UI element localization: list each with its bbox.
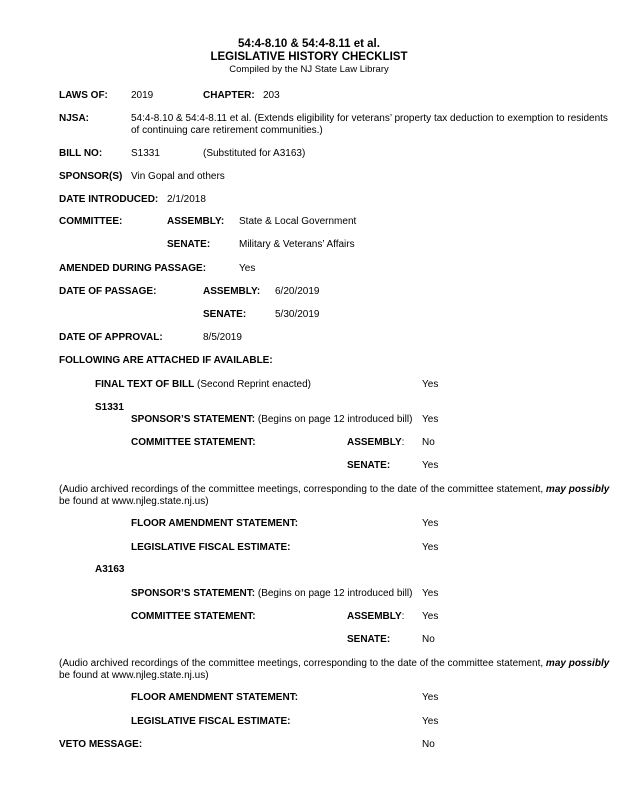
s1331-senate-label: SENATE: [347,460,391,471]
a3163-sponsor-note: (Begins on page 12 introduced bill) [257,588,413,599]
s1331-assembly-value: No [422,437,435,448]
passage-senate-value: 5/30/2019 [275,309,320,320]
s1331-sponsor-label: SPONSOR’S STATEMENT: [131,414,256,425]
amended-value: Yes [239,263,256,274]
njsa-value-line1: 54:4-8.10 & 54:4-8.11 et al. (Extends eligibility for veterans’ property tax deduction to exemption to residents [131,113,608,124]
a3163-senate-label: SENATE: [347,634,391,645]
audio-note-2-line2: be found at www.njleg.state.nj.us) [59,670,209,681]
s1331-sponsor-value: Yes [422,414,439,425]
compiled-by: Compiled by the NJ State Law Library [229,64,389,75]
s1331-floor-value: Yes [422,518,439,529]
date-of-passage-label: DATE OF PASSAGE: [59,286,157,297]
s1331-senate-value: Yes [422,460,439,471]
sponsors-label: SPONSOR(S) [59,171,123,182]
s1331-fiscal-label: LEGISLATIVE FISCAL ESTIMATE: [131,542,291,553]
passage-assembly-label: ASSEMBLY: [203,286,261,297]
audio-note-1-emphasis: may possibly [545,484,610,495]
a3163-assembly-value: Yes [422,611,439,622]
audio-note-1-line2: be found at www.njleg.state.nj.us) [59,496,209,507]
a3163-senate-value: No [422,634,435,645]
committee-assembly-label: ASSEMBLY: [167,216,225,227]
audio-note-2-emphasis: may possibly [545,658,610,669]
date-of-approval-label: DATE OF APPROVAL: [59,332,163,343]
bill-no-substituted: (Substituted for A3163) [203,148,306,159]
laws-of-label: LAWS OF: [59,90,108,101]
veto-value: No [422,739,435,750]
audio-note-1-text: (Audio archived recordings of the committee meetings, corresponding to the date of the committee statement, [59,484,544,495]
committee-senate-value: Military & Veterans’ Affairs [239,239,355,250]
a3163-floor-value: Yes [422,692,439,703]
s1331-committee-label: COMMITTEE STATEMENT: [131,437,256,448]
committee-assembly-value: State & Local Government [239,216,357,227]
chapter-label: CHAPTER: [203,90,255,101]
committee-label: COMMITTEE: [59,216,123,227]
a3163-heading: A3163 [95,564,125,575]
amended-label: AMENDED DURING PASSAGE: [59,263,207,274]
a3163-sponsor-value: Yes [422,588,439,599]
s1331-floor-label: FLOOR AMENDMENT STATEMENT: [131,518,299,529]
a3163-committee-assembly-row [347,611,404,623]
njsa-label: NJSA: [59,113,90,124]
document-subtitle: LEGISLATIVE HISTORY CHECKLIST [210,51,408,63]
document-title: 54:4-8.10 & 54:4-8.11 et al. [238,38,380,50]
sponsors-value: Vin Gopal and others [131,171,225,182]
audio-note-1-line1 [59,484,609,496]
chapter-value: 203 [263,90,280,101]
s1331-committee-assembly-row [347,437,404,449]
a3163-fiscal-label: LEGISLATIVE FISCAL ESTIMATE: [131,716,291,727]
a3163-assembly-label: ASSEMBLY [347,611,402,622]
s1331-sponsor-note: (Begins on page 12 introduced bill) [257,414,413,425]
final-text-note: (Second Reprint enacted) [197,379,312,390]
attached-heading: FOLLOWING ARE ATTACHED IF AVAILABLE: [59,355,273,366]
s1331-assembly-colon: : [401,437,405,448]
a3163-sponsor-label: SPONSOR’S STATEMENT: [131,588,256,599]
njsa-value-line2: of continuing care retirement communities.) [131,125,323,136]
s1331-heading: S1331 [95,402,124,413]
final-text-value: Yes [422,379,439,390]
a3163-assembly-colon: : [401,611,405,622]
s1331-sponsor-row [131,414,412,426]
date-introduced-value: 2/1/2018 [167,194,206,205]
audio-note-2-line1 [59,658,609,670]
committee-senate-label: SENATE: [167,239,211,250]
a3163-fiscal-value: Yes [422,716,439,727]
a3163-committee-label: COMMITTEE STATEMENT: [131,611,256,622]
s1331-assembly-label: ASSEMBLY [347,437,402,448]
passage-assembly-value: 6/20/2019 [275,286,320,297]
final-text-label: FINAL TEXT OF BILL [95,379,195,390]
final-text-row [95,379,311,391]
laws-of-value: 2019 [131,90,154,101]
a3163-sponsor-row [131,588,412,600]
date-introduced-label: DATE INTRODUCED: [59,194,159,205]
bill-no-label: BILL NO: [59,148,103,159]
passage-senate-label: SENATE: [203,309,247,320]
date-of-approval-value: 8/5/2019 [203,332,242,343]
s1331-fiscal-value: Yes [422,542,439,553]
a3163-floor-label: FLOOR AMENDMENT STATEMENT: [131,692,299,703]
bill-no-value: S1331 [131,148,160,159]
audio-note-2-text: (Audio archived recordings of the committee meetings, corresponding to the date of the committee statement, [59,658,544,669]
veto-label: VETO MESSAGE: [59,739,143,750]
